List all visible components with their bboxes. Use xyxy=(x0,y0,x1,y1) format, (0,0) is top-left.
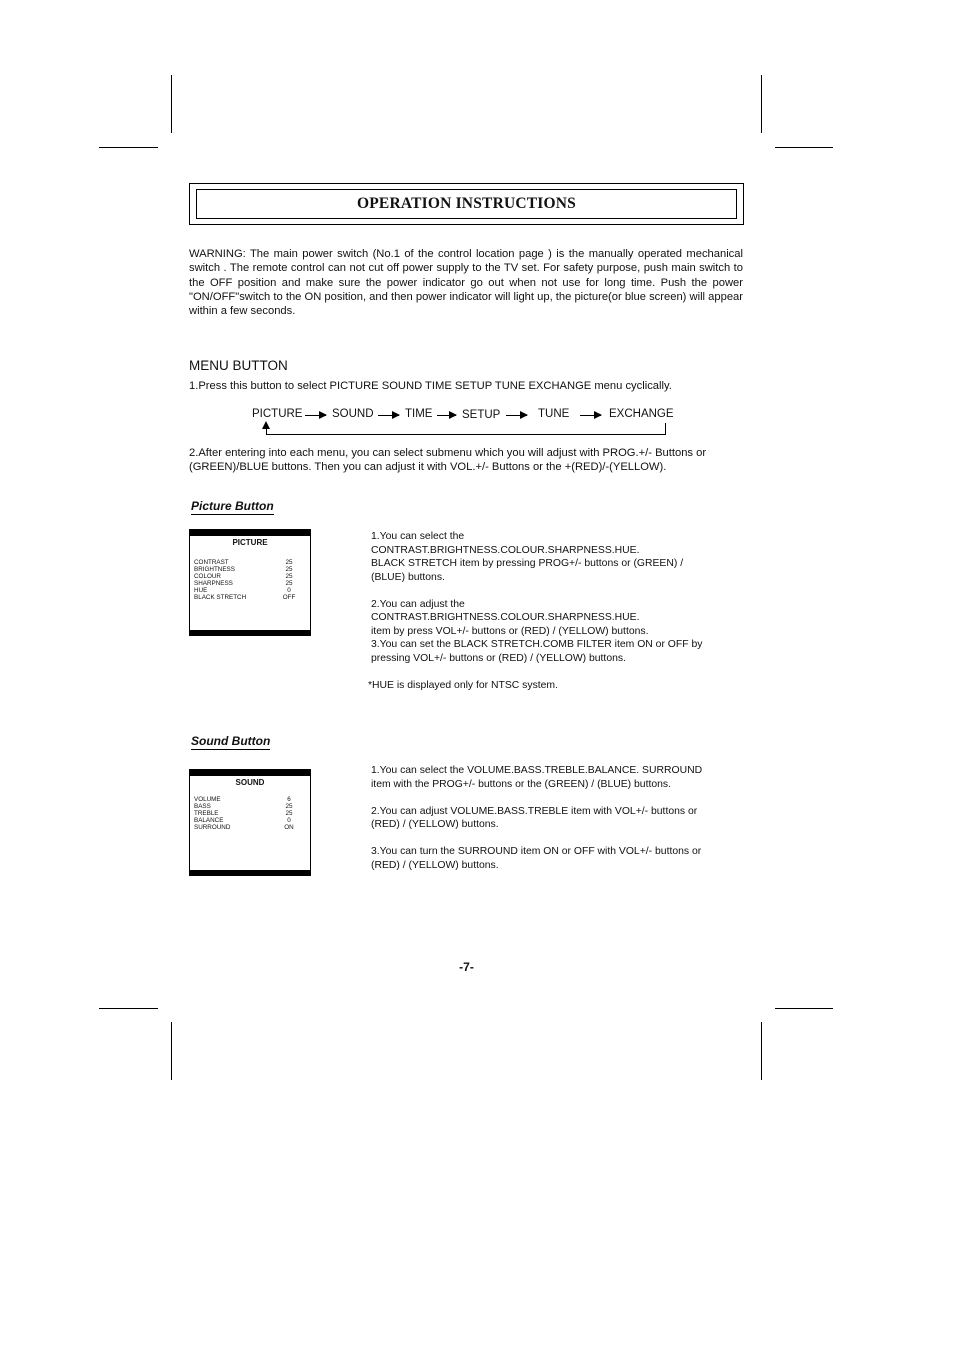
desc-line: 3.You can turn the SURROUND item ON or OFF with VOL+/- buttons or xyxy=(371,846,702,857)
osd-label: BRIGHTNESS xyxy=(194,566,235,573)
desc-line: pressing VOL+/- buttons or (RED) / (YELLOW) buttons. xyxy=(371,652,626,664)
picture-osd-menu xyxy=(189,529,311,636)
crop-mark xyxy=(171,1022,172,1080)
page-title-inner-box xyxy=(196,189,737,219)
flow-item-setup: SETUP xyxy=(462,409,501,421)
osd-label: VOLUME xyxy=(194,796,221,803)
menu-button-heading: MENU BUTTON xyxy=(189,358,288,373)
flow-item-exchange: EXCHANGE xyxy=(609,408,674,420)
osd-value: 25 xyxy=(285,810,293,817)
flow-arrow-icon xyxy=(378,415,399,416)
osd-value: 25 xyxy=(285,803,293,810)
sound-button-heading: Sound Button xyxy=(191,734,271,748)
osd-title: SOUND xyxy=(235,778,265,787)
osd-title: PICTURE xyxy=(232,538,268,547)
page-title-box xyxy=(189,183,744,225)
osd-label: COLOUR xyxy=(194,573,221,580)
desc-line: (BLUE) buttons. xyxy=(371,571,445,583)
crop-mark xyxy=(99,147,158,148)
osd-label: BLACK STRETCH xyxy=(194,594,247,601)
flow-return-line xyxy=(266,434,666,435)
osd-value: 25 xyxy=(285,559,293,566)
picture-description xyxy=(371,530,746,665)
desc-line: item by press VOL+/- buttons or (RED) / (YELLOW) buttons. xyxy=(371,625,649,637)
desc-line: CONTRAST.BRIGHTNESS.COLOUR.SHARPNESS.HUE. xyxy=(371,612,640,623)
desc-line: CONTRAST.BRIGHTNESS.COLOUR.SHARPNESS.HUE. xyxy=(371,544,640,556)
flow-arrow-icon xyxy=(580,415,601,416)
page-number: -7- xyxy=(459,960,474,974)
desc-line: 1.You can select the VOLUME.BASS.TREBLE.BALANCE. SURROUND xyxy=(371,765,703,776)
flow-arrow-icon xyxy=(437,415,456,416)
desc-line: BLACK STRETCH item by pressing PROG+/- buttons or (GREEN) / xyxy=(371,558,684,569)
osd-label: HUE xyxy=(194,587,208,594)
menu-instruction-1: 1.Press this button to select PICTURE SOUND TIME SETUP TUNE EXCHANGE menu cyclically. xyxy=(189,380,672,392)
osd-label: CONTRAST xyxy=(194,559,229,566)
osd-label: TREBLE xyxy=(194,810,219,817)
osd-value: 25 xyxy=(285,580,293,587)
osd-value: 25 xyxy=(285,566,293,573)
flow-item-tune: TUNE xyxy=(538,408,570,420)
desc-line: 2.You can adjust the xyxy=(371,598,465,610)
crop-mark xyxy=(761,1022,762,1080)
crop-mark xyxy=(761,75,762,133)
crop-mark xyxy=(775,147,833,148)
desc-line: (RED) / (YELLOW) buttons. xyxy=(371,859,499,871)
crop-mark xyxy=(775,1008,833,1009)
crop-mark xyxy=(99,1008,158,1009)
flow-item-time: TIME xyxy=(405,408,433,420)
desc-line: 3.You can set the BLACK STRETCH.COMB FILTER item ON or OFF by xyxy=(371,639,703,650)
flow-arrow-icon xyxy=(305,415,326,416)
sound-osd-menu xyxy=(189,769,311,876)
hue-note: *HUE is displayed only for NTSC system. xyxy=(368,680,558,691)
sound-description xyxy=(371,764,746,872)
page-title: OPERATION INSTRUCTIONS xyxy=(356,195,576,212)
desc-line: item with the PROG+/- buttons or the (GREEN) / (BLUE) buttons. xyxy=(371,778,671,790)
osd-value: ON xyxy=(284,824,294,831)
flow-item-picture: PICTURE xyxy=(252,408,303,420)
flow-return-arrow-icon xyxy=(262,421,270,429)
osd-value: 6 xyxy=(287,796,291,803)
crop-mark xyxy=(171,75,172,133)
osd-label: SURROUND xyxy=(194,824,231,831)
osd-value: OFF xyxy=(282,594,296,601)
osd-label: BALANCE xyxy=(194,817,224,824)
osd-value: 0 xyxy=(287,587,291,594)
flow-item-sound: SOUND xyxy=(332,408,374,420)
osd-label: BASS xyxy=(194,803,211,810)
warning-paragraph: WARNING: The main power switch (No.1 of the control location page ) is the manually operated mechanical switch . The remote control can not cut off power supply to the TV set. For safety purpose, push main switch to the OFF position and make sure the power indicator go out when not use for long time. Push the power "ON/OFF"switch to the ON position, and then power indicator will light up, the picture(or blue screen) will appear within a few seconds. xyxy=(189,248,743,318)
osd-value: 0 xyxy=(287,817,291,824)
desc-line: (RED) / (YELLOW) buttons. xyxy=(371,819,499,830)
desc-line: 2.You can adjust VOLUME.BASS.TREBLE item with VOL+/- buttons or xyxy=(371,805,698,817)
picture-button-heading: Picture Button xyxy=(191,499,274,513)
osd-value: 25 xyxy=(285,573,293,580)
osd-label: SHARPNESS xyxy=(194,580,233,587)
flow-arrow-icon xyxy=(506,415,527,416)
menu-instruction-2: 2.After entering into each menu, you can select submenu which you will adjust with PROG.+/- Buttons or (GREEN)/BLUE buttons. Then you can adjust it with VOL.+/- Buttons or the +(RED)/-(YELLOW). xyxy=(189,447,707,474)
desc-line: 1.You can select the xyxy=(371,531,465,542)
